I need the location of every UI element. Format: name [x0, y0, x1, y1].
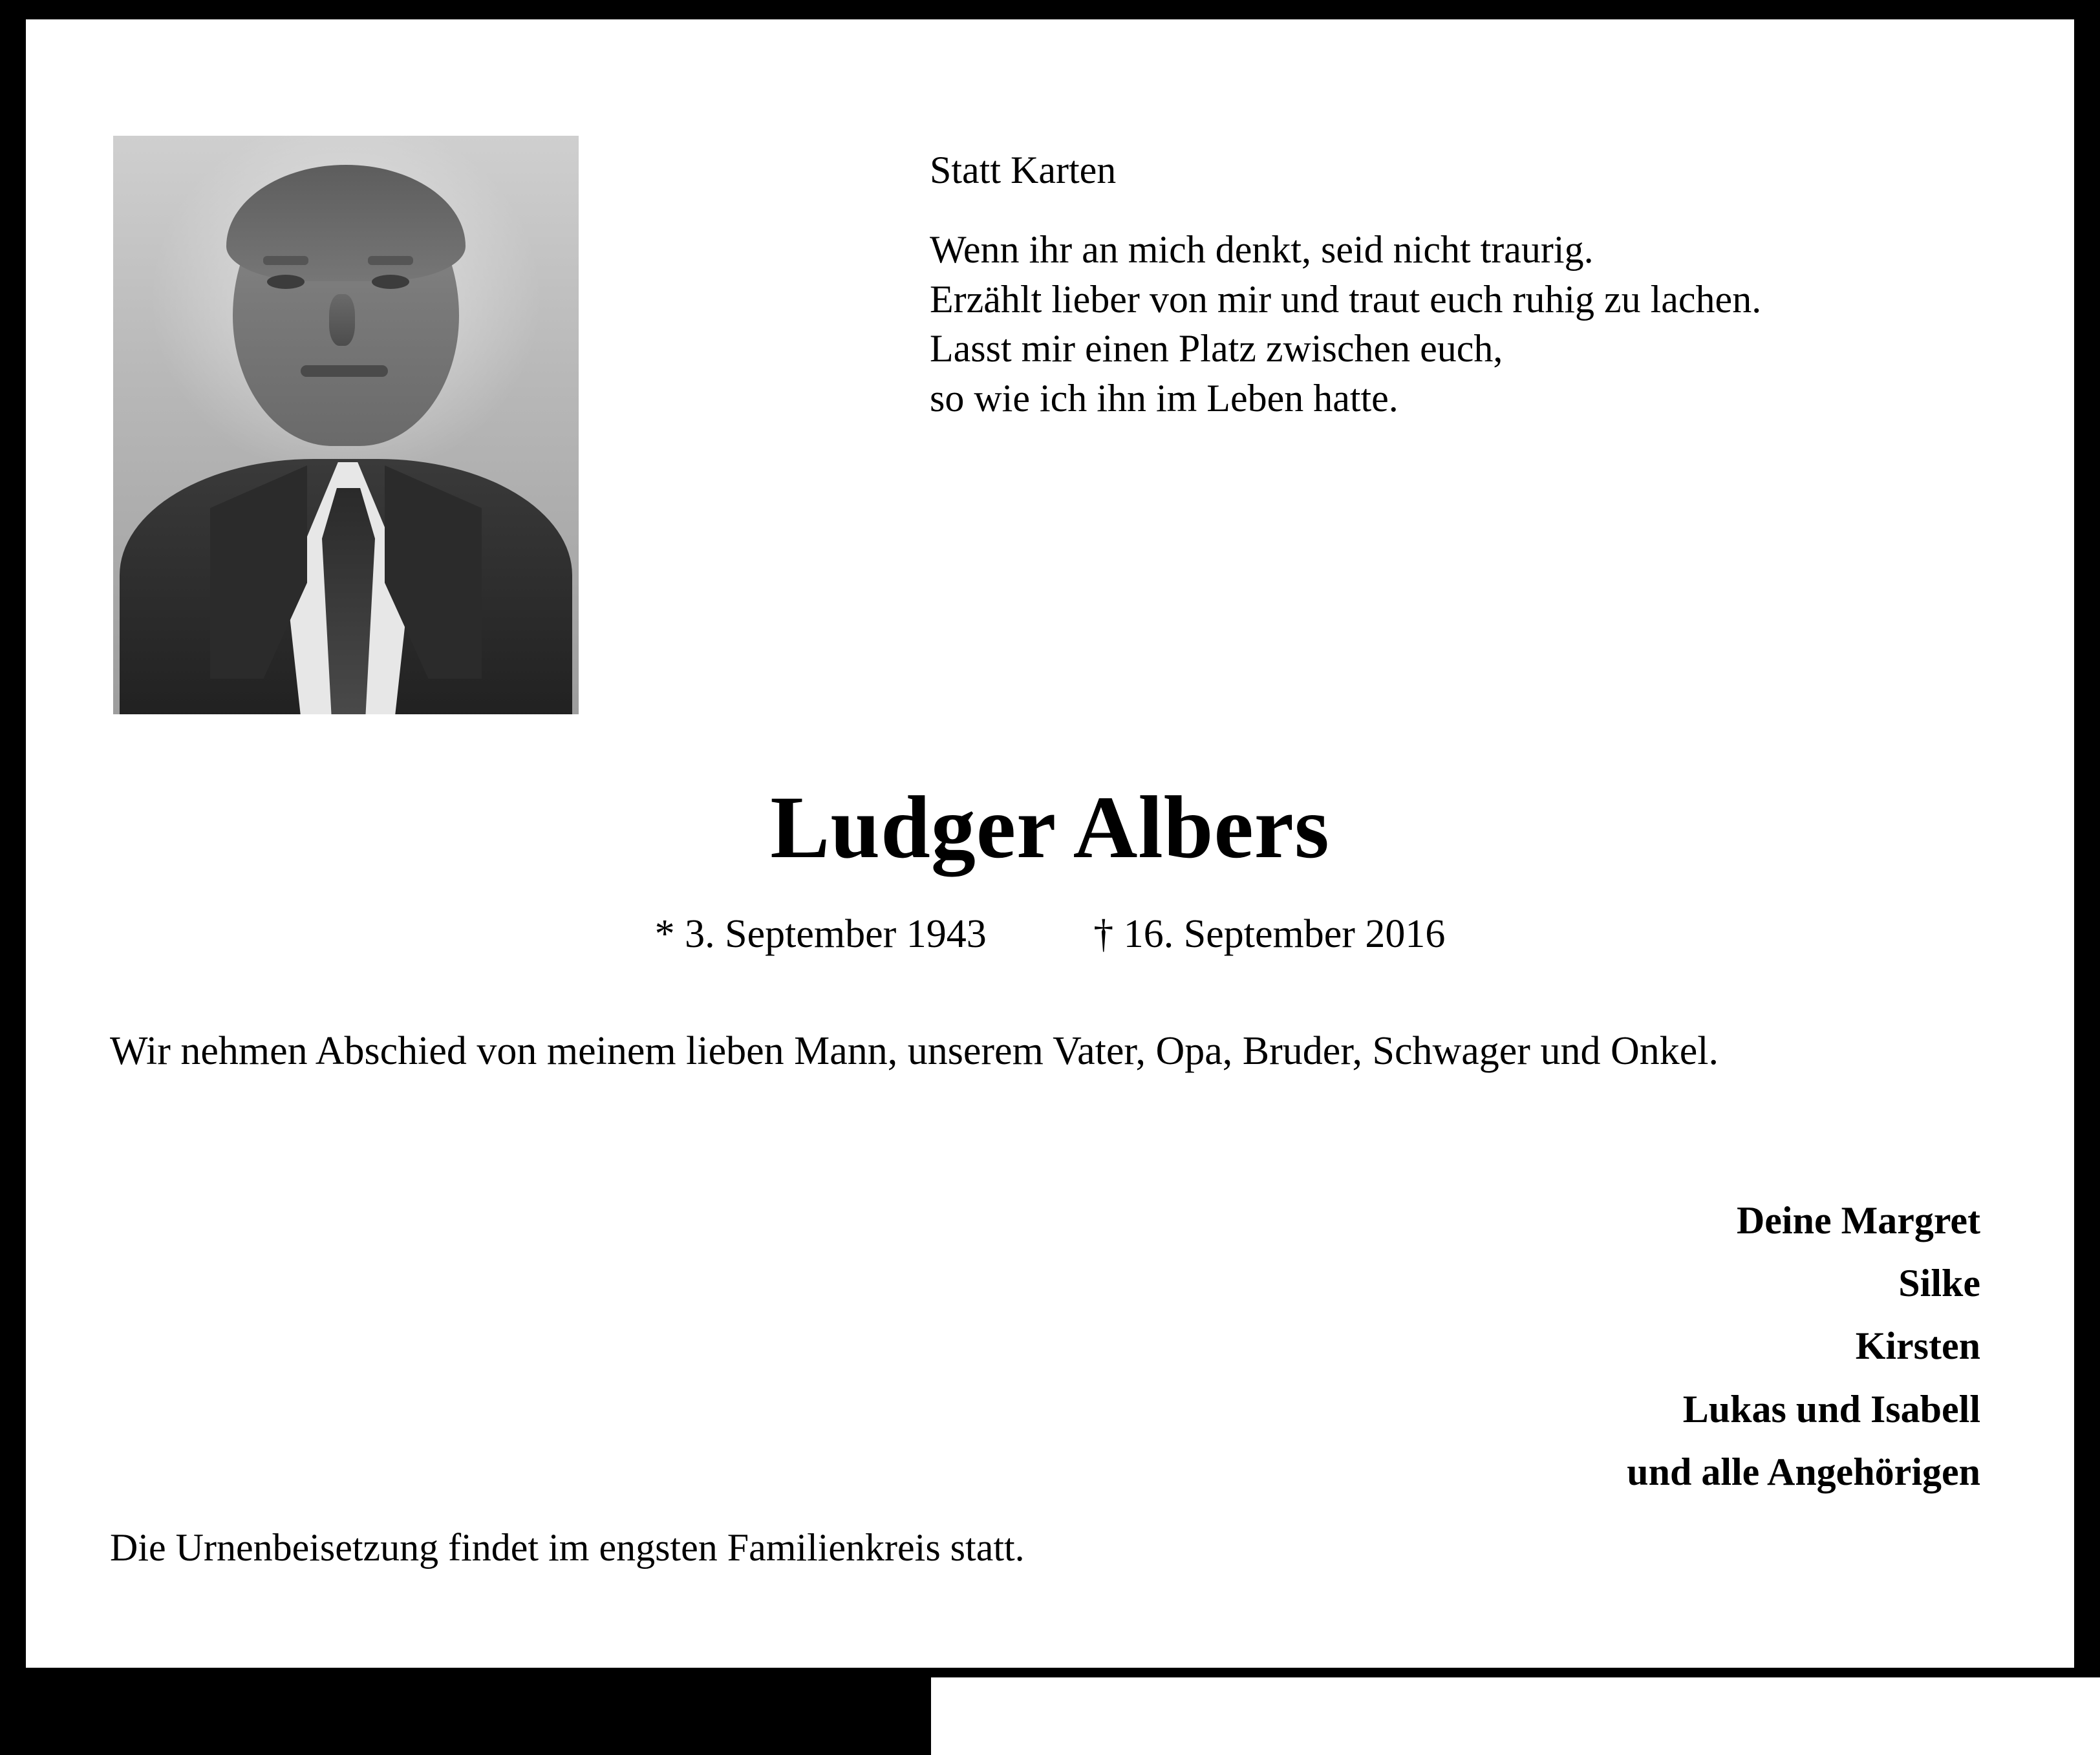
verse-line-1: Wenn ihr an mich denkt, seid nicht traurig. [930, 228, 1594, 271]
statt-karten-block [930, 145, 2016, 423]
portrait-eyebrow-right [368, 256, 413, 265]
family-line-1: Deine Margret [1736, 1199, 1980, 1242]
birth-date: * 3. September 1943 [654, 912, 987, 956]
portrait-nose [329, 294, 355, 346]
family-line-3: Kirsten [1855, 1324, 1980, 1368]
portrait-eyebrow-left [263, 256, 308, 265]
family-line-4: Lukas und Isabell [1682, 1387, 1980, 1431]
deceased-name: Ludger Albers [770, 778, 1330, 877]
portrait-tie [322, 488, 375, 714]
family-signatures [1205, 1189, 1980, 1504]
verse-line-4: so wie ich ihn im Leben hatte. [930, 377, 1398, 420]
verse-line-3: Lasst mir einen Platz zwischen euch, [930, 327, 1503, 370]
death-date: † 16. September 2016 [1093, 912, 1446, 956]
obituary-notice-card [26, 19, 2074, 1668]
life-dates [26, 911, 2074, 957]
portrait-eye-left [267, 275, 305, 289]
family-line-5: und alle Angehörigen [1627, 1450, 1980, 1493]
statt-karten-title: Statt Karten [930, 149, 1117, 191]
burial-note: Die Urnenbeisetzung findet im engsten Familienkreis statt. [110, 1526, 1025, 1569]
verse-line-2: Erzählt lieber von mir und traut euch ruhig zu lachen. [930, 277, 1762, 321]
bottom-white-notch [931, 1677, 2100, 1755]
memorial-verse [930, 225, 2016, 423]
portrait-eye-right [372, 275, 409, 289]
family-line-2: Silke [1898, 1262, 1980, 1305]
portrait-photo [113, 136, 579, 714]
portrait-mouth [301, 365, 388, 377]
farewell-text: Wir nehmen Abschied von meinem lieben Mann, unserem Vater, Opa, Bruder, Schwager und Onkel. [110, 1029, 1719, 1073]
